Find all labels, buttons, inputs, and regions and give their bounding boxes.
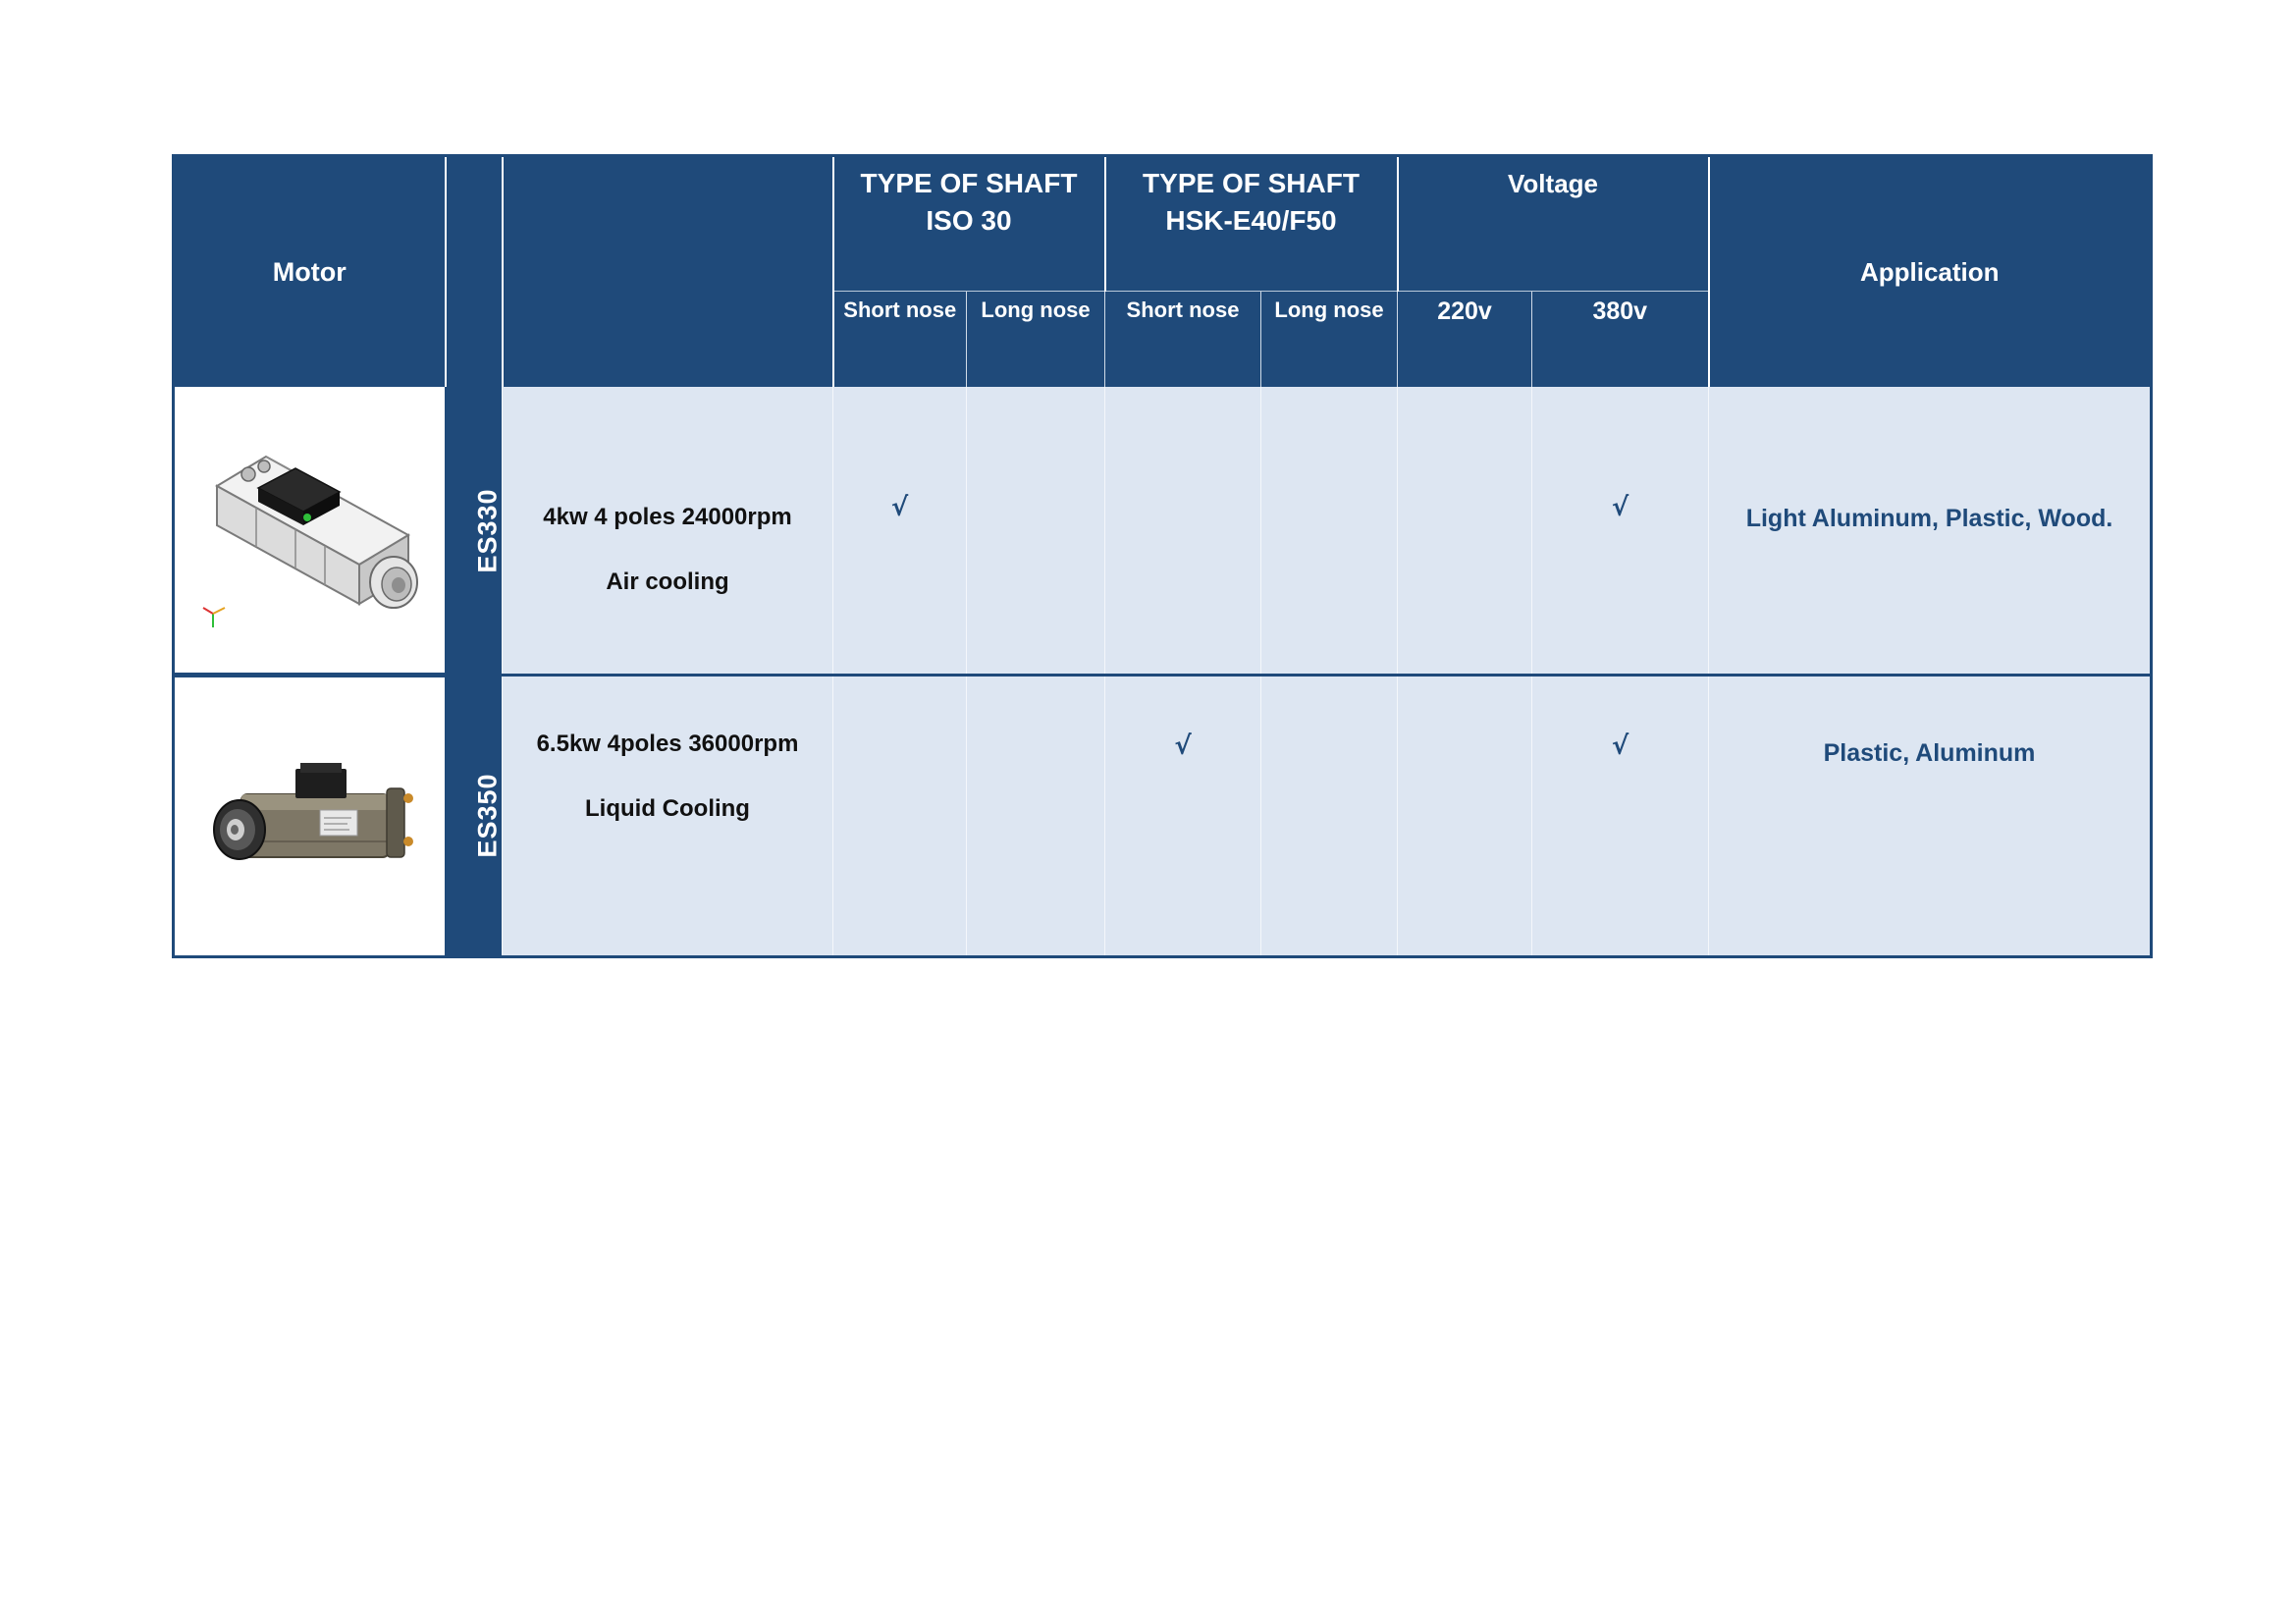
- motor-spec-table: [172, 154, 2153, 958]
- air-cooled-spindle-motor-icon: [197, 427, 423, 633]
- cell-application-es330: [1709, 387, 2152, 675]
- cell-hsk-short-es330: [1105, 387, 1261, 675]
- cell-v220-es350: [1398, 675, 1532, 956]
- header-shaft-hsk-line2: HSK-E40/F50: [1165, 205, 1337, 236]
- header-shaft-iso-line2: ISO 30: [926, 205, 1012, 236]
- application-text: Plastic, Aluminum: [1823, 738, 2036, 767]
- table-row: [174, 675, 2152, 956]
- header-shaft-hsk-line1: TYPE OF SHAFT: [1143, 168, 1360, 198]
- motor-description-es350: [503, 675, 833, 956]
- header-iso-long-nose: Long nose: [967, 291, 1105, 387]
- motor-spec-line: 6.5kw 4poles 36000rpm: [536, 730, 799, 757]
- header-iso-short-nose: Short nose: [833, 291, 967, 387]
- cell-v380-es330: [1532, 387, 1709, 675]
- motor-code-label: ES350: [472, 773, 503, 858]
- header-shaft-hsk: [1105, 156, 1398, 292]
- header-hsk-long-nose: Long nose: [1261, 291, 1398, 387]
- check-mark: √: [1174, 731, 1192, 761]
- header-hsk-short-nose: Short nose: [1105, 291, 1261, 387]
- liquid-cooled-spindle-motor-icon: [202, 747, 418, 885]
- check-mark: √: [1611, 493, 1629, 523]
- motor-image-es330: [174, 387, 446, 675]
- header-description-blank: [503, 156, 833, 388]
- header-voltage: Voltage: [1398, 156, 1709, 292]
- motor-spec-line: 4kw 4 poles 24000rpm: [543, 504, 792, 531]
- check-mark: √: [1611, 731, 1629, 761]
- cell-hsk-long-es350: [1261, 675, 1398, 956]
- header-voltage-220: 220v: [1398, 291, 1532, 387]
- cell-iso-short-es350: [833, 675, 967, 956]
- header-code-blank: [446, 156, 503, 388]
- application-text: Light Aluminum, Plastic, Wood.: [1745, 505, 2113, 533]
- motor-code-label: ES330: [472, 488, 503, 573]
- cell-hsk-short-es350: [1105, 675, 1261, 956]
- cell-iso-long-es330: [967, 387, 1105, 675]
- table-row: [174, 387, 2152, 675]
- header-voltage-380: 380v: [1532, 291, 1709, 387]
- header-shaft-iso-line1: TYPE OF SHAFT: [860, 168, 1078, 198]
- header-application: Application: [1709, 156, 2152, 388]
- header-row-1: [174, 156, 2152, 292]
- motor-cooling-line: Liquid Cooling: [585, 794, 750, 822]
- header-shaft-iso: [833, 156, 1105, 292]
- header-motor: Motor: [174, 156, 446, 388]
- cell-iso-long-es350: [967, 675, 1105, 956]
- motor-description-es330: [503, 387, 833, 675]
- motor-code-es350: [446, 675, 503, 956]
- cell-hsk-long-es330: [1261, 387, 1398, 675]
- motor-cooling-line: Air cooling: [606, 568, 729, 596]
- cell-v380-es350: [1532, 675, 1709, 956]
- motor-image-es350: [174, 675, 446, 956]
- cell-iso-short-es330: [833, 387, 967, 675]
- motor-code-es330: [446, 387, 503, 675]
- check-mark: √: [890, 493, 909, 523]
- cell-application-es350: [1709, 675, 2152, 956]
- cell-v220-es330: [1398, 387, 1532, 675]
